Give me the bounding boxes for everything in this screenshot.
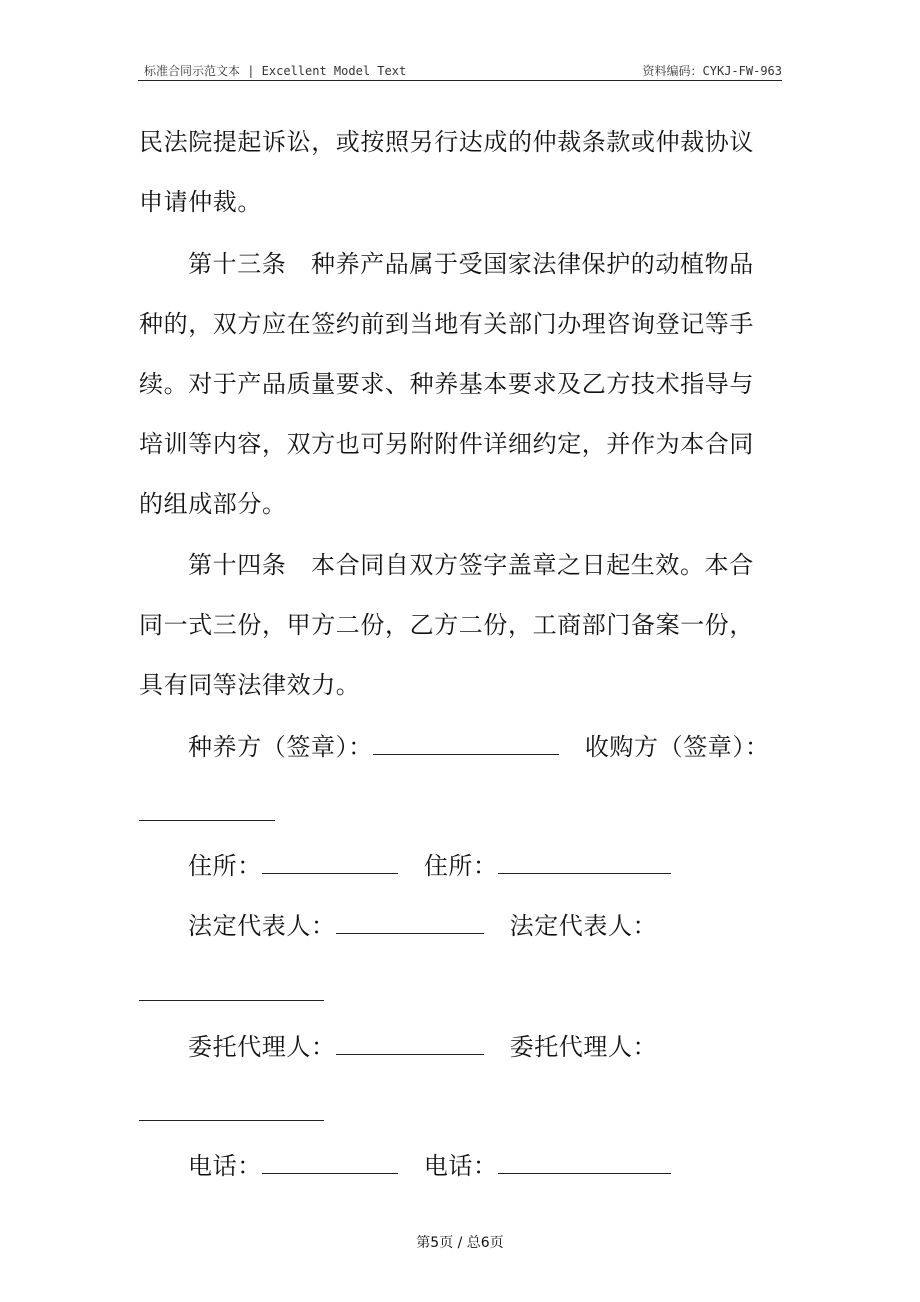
agent-a-label: 委托代理人：	[188, 1033, 336, 1061]
address-a-blank	[262, 851, 398, 874]
paragraph-line: 具有同等法律效力。	[139, 671, 361, 699]
header-title: 标准合同示范文本 | Excellent Model Text	[144, 64, 407, 78]
party-b-sign-label: 收购方（签章）：	[584, 733, 770, 761]
phone-b-label: 电话：	[423, 1152, 498, 1180]
address-a-label: 住所：	[188, 852, 262, 880]
paragraph-line: 种的，双方应在签约前到当地有关部门办理咨询登记等手	[139, 310, 754, 338]
paragraph-line: 的组成部分。	[139, 490, 287, 518]
legal-rep-a-blank	[336, 911, 484, 934]
phone-a-blank	[262, 1151, 398, 1174]
clause-14-line: 第十四条 本合同自双方签字盖章之日起生效。本合	[188, 551, 754, 579]
party-b-sign-blank	[139, 820, 275, 821]
paragraph-line: 申请仲裁。	[139, 188, 262, 216]
phone-a-label: 电话：	[188, 1152, 262, 1180]
legal-rep-row	[188, 911, 657, 941]
party-a-sign-blank	[373, 732, 559, 755]
legal-rep-b-label: 法定代表人：	[509, 912, 658, 940]
address-b-label: 住所：	[423, 852, 498, 880]
header-divider	[138, 80, 782, 81]
legal-rep-a-label: 法定代表人：	[188, 912, 336, 940]
paragraph-line: 同一式三份，甲方二份，乙方二份，工商部门备案一份，	[139, 611, 754, 639]
document-code: 资料编码：CYKJ-FW-963	[642, 64, 782, 78]
party-a-sign-label: 种养方（签章）：	[188, 733, 373, 761]
page-number: 第5页 / 总6页	[416, 1235, 504, 1251]
paragraph-line: 培训等内容，双方也可另附附件详细约定，并作为本合同	[139, 430, 754, 458]
signature-row	[188, 732, 770, 762]
phone-b-blank	[498, 1151, 671, 1174]
page-header	[138, 62, 782, 80]
agent-b-blank	[139, 1120, 324, 1121]
address-row	[188, 851, 671, 881]
agent-b-label: 委托代理人：	[509, 1033, 658, 1061]
clause-13-line: 第十三条 种养产品属于受国家法律保护的动植物品	[188, 250, 754, 278]
paragraph-line: 续。对于产品质量要求、种养基本要求及乙方技术指导与	[139, 370, 754, 398]
phone-row	[188, 1151, 671, 1181]
paragraph-line: 民法院提起诉讼，或按照另行达成的仲裁条款或仲裁协议	[139, 128, 754, 156]
address-b-blank	[498, 851, 671, 874]
agent-a-blank	[336, 1032, 484, 1055]
agent-row	[188, 1032, 657, 1062]
legal-rep-b-blank	[139, 1000, 324, 1001]
